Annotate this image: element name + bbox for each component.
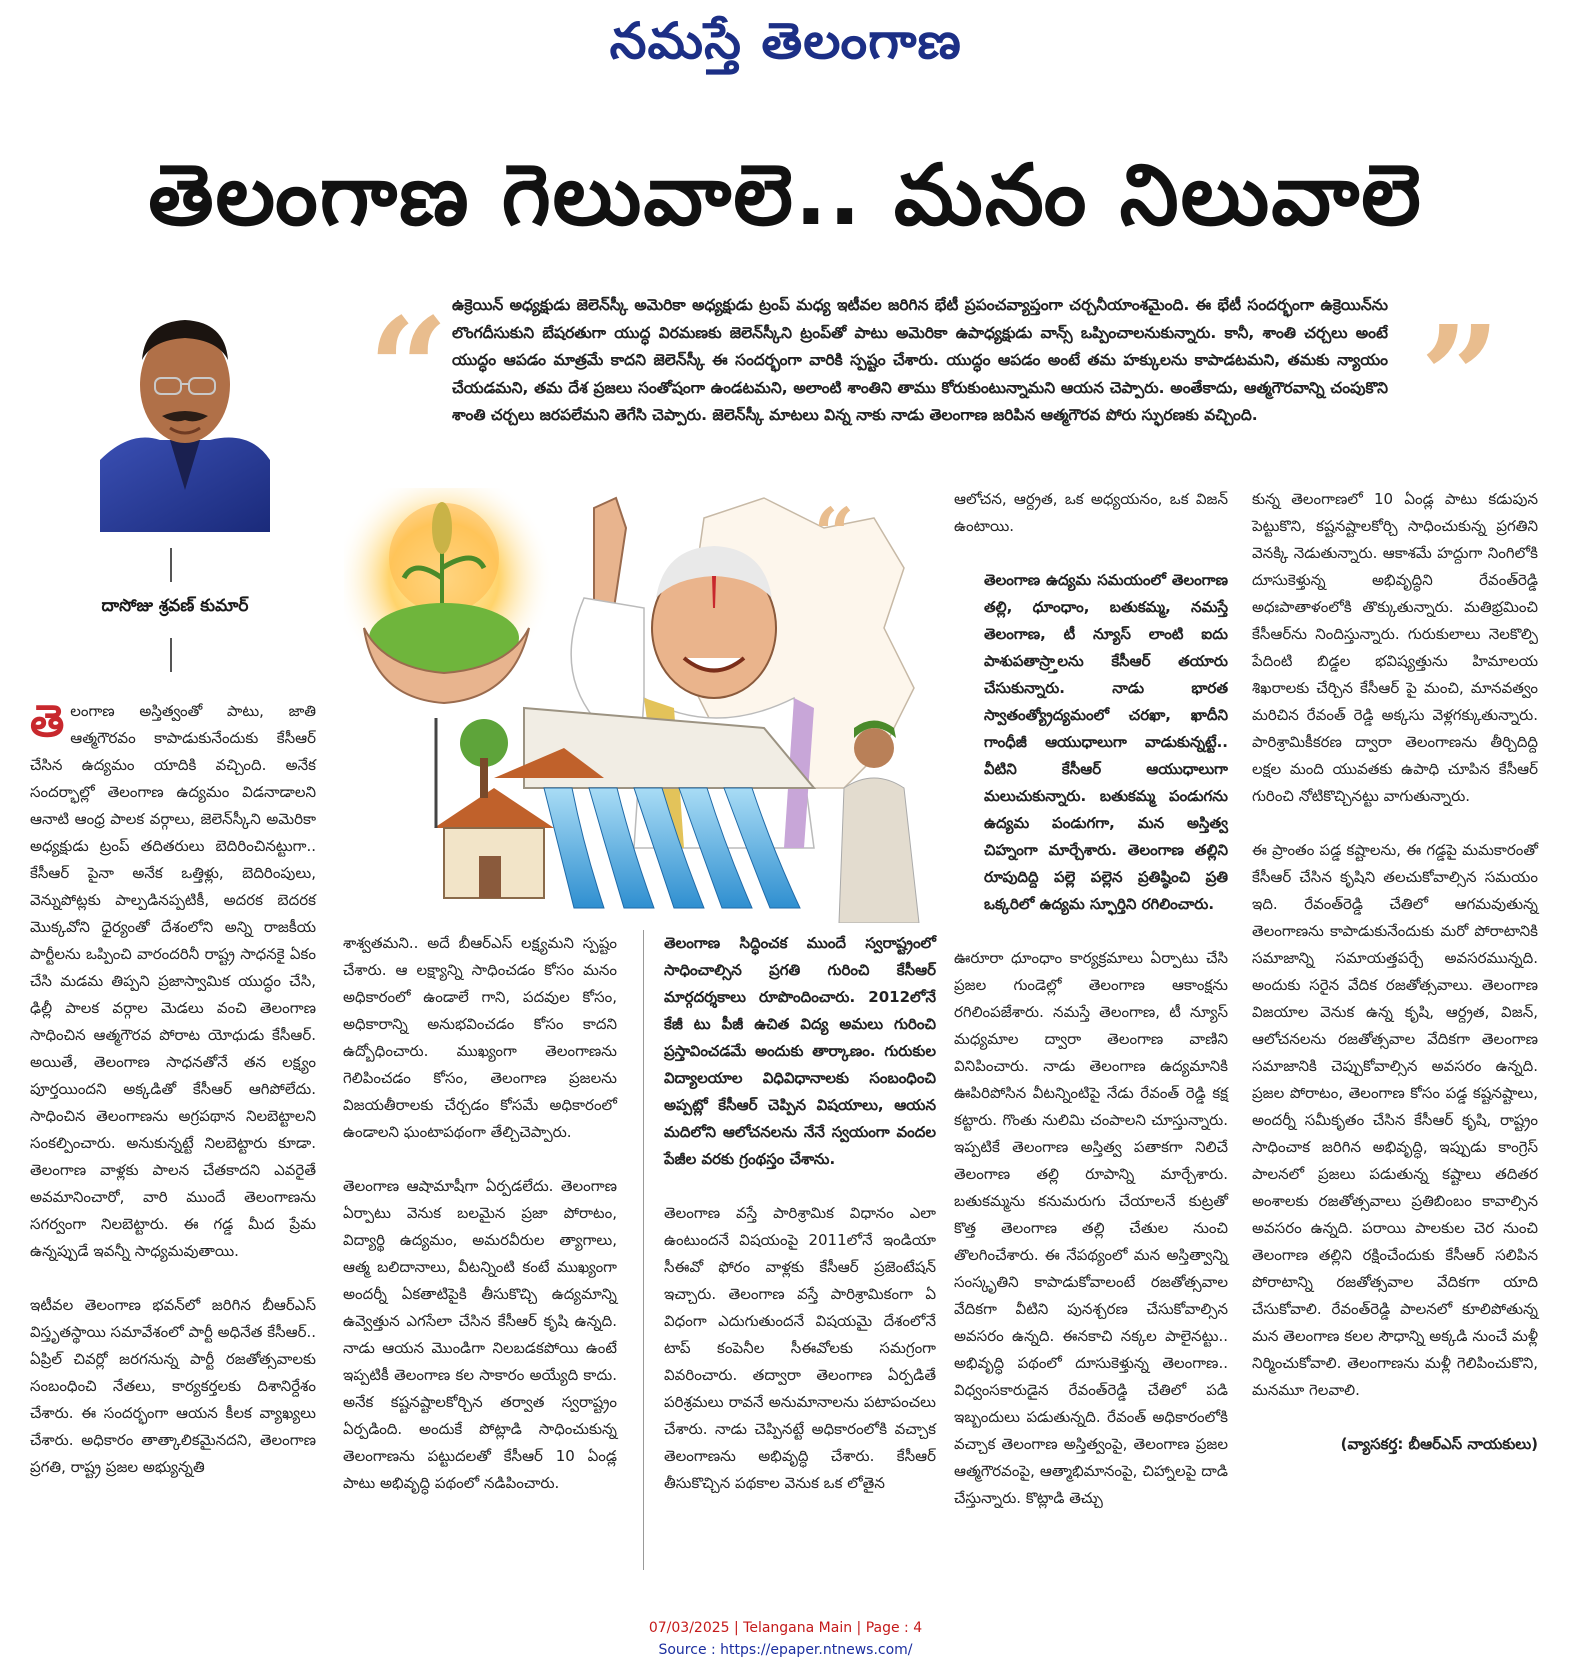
paragraph: ఇటీవల తెలంగాణ భవన్‌లో జరిగిన బీఆర్‌ఎస్ విస్తృతస్థాయి సమావేశంలో పార్టీ అధినేత కేసీఆర్.. ఏప్రిల్ చివర్లో జరగనున్న పార్టీ రజతోత్సవాలకు సంబంధించి నేతలు, కార్యకర్తలకు దిశానిర్దేశం చేశారు. ఈ సందర్భంగా ఆయన కీలక వ్యాఖ్యలు చేశారు. అధికారం తాత్కాలికమైనదని, తెలంగాణ ప్రగతి, రాష్ట్ర ప్రజల అభ్యున్నతి bbox=[30, 1296, 316, 1476]
article-column-1 bbox=[30, 698, 316, 1481]
svg-text:“: “ bbox=[814, 492, 855, 575]
article-column-4 bbox=[954, 486, 1228, 1512]
page-footer bbox=[0, 1617, 1571, 1661]
article-column-2 bbox=[343, 930, 617, 1497]
open-quote-icon: “ bbox=[368, 288, 449, 452]
highlight-paragraph: తెలంగాణ ఉద్యమ సమయంలో తెలంగాణ తల్లి, ధూంధాం, బతుకమ్మ, నమస్తే తెలంగాణ, టీ న్యూస్ లాంటి ఐదు పాశుపతాస్ర్తాలను కేసీఆర్ తయారు చేసుకున్నారు. నాడు భారత స్వాతంత్య్రోద్యమంలో చరఖా, ఖాదీని గాంధీజీ ఆయుధాలుగా వాడుకున్నట్టే.. వీటిని కేసీఆర్ ఆయుధాలుగా మలుచుకున్నారు. బతుకమ్మ పండుగను ఉద్యమ పండుగగా, మన అస్తిత్వ చిహ్నంగా మార్చేశారు. తెలంగాణ తల్లిని రూపుదిద్ది పల్లె పల్లెన ప్రతిష్ఠించి ప్రతి ఒక్కరిలో ఉద్యమ స్ఫూర్తిని రగిలించారు. bbox=[984, 571, 1228, 913]
author-photo bbox=[100, 300, 270, 532]
drop-cap: తె bbox=[30, 696, 65, 747]
masthead-title: నమస్తే తెలంగాణ bbox=[609, 11, 962, 70]
byline-divider bbox=[170, 548, 172, 582]
paragraph: తెలంగాణ ఆషామాషీగా ఏర్పడలేదు. తెలంగాణ ఏర్పాటు వెనుక బలమైన ప్రజా పోరాటం, విద్యార్థి ఉద్యమం, అమరవీరుల త్యాగాలు, ఆత్మ బలిదానాలు, వీటన్నింటి కంటే ముఖ్యంగా అందర్నీ ఏకతాటిపైకి తీసుకొచ్చి ఉద్యమాన్ని ఉవ్వెత్తున ఎగసేలా చేసిన కేసీఆర్ కృషి ఉన్నది. నాడు ఆయన మొండిగా నిలబడకపోయి ఉంటే ఇప్పటికీ తెలంగాణ కల సాకారం అయ్యేది కాదు. అనేక కష్టనష్టాలకోర్చిన తర్వాత స్వరాష్ట్రం ఏర్పడింది. అందుకే పోట్లాడి సాధించుకున్న తెలంగాణను పట్టుదలతో కేసీఆర్ 10 ఏండ్ల పాటు అభివృద్ధి పథంలో నడిపించారు. bbox=[343, 1177, 617, 1492]
paragraph: లంగాణ అస్తిత్వంతో పాటు, జాతి ఆత్మగౌరవం కాపాడుకునేందుకు కేసీఆర్ చేసిన ఉద్యమం యాదికి వచ్చింది. అనేక సందర్భాల్లో తెలంగాణ ఉద్యమం విడనాడాలని ఆనాటి ఆంధ్ర పాలక వర్గాలు, జెలెన్‌స్కీని అమెరికా అధ్యక్షుడు ట్రంప్ తదితరులు బెదిరించినట్టుగా.. కేసీఆర్ పైనా అనేక ఒత్తిళ్లు, బెదిరింపులు, వెన్నుపోట్లకు పాల్పడినప్పటికీ, అదరక బెదరక మొక్కవోని ధైర్యంతో దేశంలోని అన్ని రాజకీయ పార్టీలను ఒప్పించి వారందరినీ రాష్ట్ర సాధనకై ఏకం చేసి మడమ తిప్పని ప్రజాస్వామిక యుద్ధం చేసి, ఢిల్లీ పాలక వర్గాల మెడలు వంచి తెలంగాణ సాధించిన ఆత్మగౌరవ పోరాట యోధుడు కేసీఆర్. అయితే, తెలంగాణ సాధనతోనే తన లక్ష్యం పూర్తయిందని అక్కడితో కేసీఆర్ ఆగిపోలేదు. సాధించిన తెలంగాణను అగ్రపథాన నిలబెట్టాలని సంకల్పించారు. అనుకున్నట్టే నిలబెట్టారు కూడా. తెలంగాణ వాళ్లకు పాలన చేతకాదని ఎవరైతే అవమానించారో, వారి ముందే తెలంగాణను సగర్వంగా నిలబెట్టారు. ఈ గడ్డ మీద ప్రేమ ఉన్నప్పుడే ఇవన్నీ సాధ్యమవుతాయి. bbox=[30, 702, 316, 1260]
pull-quote: ఉక్రెయిన్ అధ్యక్షుడు జెలెన్‌స్కీ అమెరికా అధ్యక్షుడు ట్రంప్ మధ్య ఇటీవల జరిగిన భేటీ ప్రపంచవ్యాప్తంగా చర్చనీయాంశమైంది. ఈ భేటీ సందర్భంగా ఉక్రెయిన్‌ను లొంగదీసుకుని బేషరతుగా యుద్ధ విరమణకు జెలెన్‌స్కీని ట్రంప్‌తో పాటు అమెరికా ఉపాధ్యక్షుడు వాన్స్ ఒప్పించాలనుకున్నారు. కానీ, శాంతి చర్చలు అంటే యుద్ధం ఆపడం మాత్రమే కాదని జెలెన్‌స్కీ ఈ సందర్భంగా వారికి స్పష్టం చేశారు. యుద్ధం ఆపడం అంటే తమ హక్కులను కాపాడటమని, తమకు న్యాయం చేయడమని, తమ దేశ ప్రజలు సంతోషంగా ఉండటమని, అలాంటి శాంతిని తాము కోరుకుంటున్నామని ఆయన చెప్పారు. అంతేకాదు, ఆత్మగౌరవాన్ని చంపుకొని శాంతి చర్చలు జరపలేమని తెగేసి చెప్పారు. జెలెన్‌స్కీ మాటలు విన్న నాకు నాడు తెలంగాణ జరిపిన ఆత్మగౌరవ పోరు స్ఫురణకు వచ్చింది. bbox=[452, 296, 1388, 424]
headline bbox=[20, 140, 1551, 270]
masthead bbox=[0, 11, 1571, 80]
highlight-paragraph: తెలంగాణ సిద్ధించక ముందే స్వరాష్ట్రంలో సాధించాల్సిన ప్రగతి గురించి కేసీఆర్ మార్గదర్శకాలు రూపొందించారు. 2012లోనే కేజీ టు పీజీ ఉచిత విద్య అమలు గురించి ప్రస్తావించడమే అందుకు తార్కాణం. గురుకుల విద్యాలయాల విధివిధానాలకు సంబంధించి అప్పట్లో కేసీఆర్ చెప్పిన విషయాలు, ఆయన మదిలోని ఆలోచనలను నేనే స్వయంగా వందల పేజీల వరకు గ్రంథస్తం చేశాను. bbox=[664, 934, 936, 1168]
article-column-5 bbox=[1252, 486, 1538, 1458]
paragraph: ఊరూరా ధూంధాం కార్యక్రమాలు ఏర్పాటు చేసి ప్రజల గుండెల్లో తెలంగాణ ఆకాంక్షను రగిలింపజేశారు. నమస్తే తెలంగాణ, టీ న్యూస్ మధ్యమాల ద్వారా తెలంగాణ వాణిని వినిపించారు. నాడు తెలంగాణ ఉద్యమానికి ఊపిరిపోసిన వీటన్నింటిపై నేడు రేవంత్ రెడ్డి కక్ష కట్టారు. గొంతు నులిమి చంపాలని చూస్తున్నారు. ఇప్పటికే తెలంగాణ అస్తిత్వ పతాకగా నిలిచే తెలంగాణ తల్లి రూపాన్ని మార్చేశారు. బతుకమ్మను కనుమరుగు చేయాలనే కుట్రతో కొత్త తెలంగాణ తల్లి చేతుల నుంచి తొలగించేశారు. ఈ నేపథ్యంలో మన అస్తిత్వాన్ని సంస్కృతిని కాపాడుకోవాలంటే రజతోత్సవాల వేదికగా వీటిని పునశ్చరణ చేసుకోవాల్సిన అవసరం ఉన్నది. ఈనకాచి నక్కల పాలైనట్టు.. అభివృద్ధి పథంలో దూసుకెళ్తున్న తెలంగాణ.. విధ్వంసకారుడైన రేవంత్‌రెడ్డి చేతిలో పడి ఇబ్బందులు పడుతున్నది. రేవంత్ అధికారంలోకి వచ్చాక తెలంగాణ అస్తిత్వంపై, తెలంగాణ ప్రజల ఆత్మగౌరవంపై, ఆత్మాభిమానంపై, చిహ్నాలపై దాడి చేస్తున్నారు. కొట్లాడి తెచ్చు bbox=[954, 949, 1228, 1507]
paragraph: కున్న తెలంగాణలో 10 ఏండ్ల పాటు కడుపున పెట్టుకొని, కష్టనష్టాలకోర్చి సాధించుకున్న ప్రగతిని వెనక్కి నెడుతున్నారు. ఆకాశమే హద్దుగా నింగిలోకి దూసుకెళ్తున్న అభివృద్ధిని రేవంత్‌రెడ్డి అధఃపాతాళంలోకి తొక్కుతున్నారు. మతిభ్రమించి కేసీఆర్‌ను నిందిస్తున్నారు. గురుకులాలు నెలకొల్పి పేదింటి బిడ్డల భవిష్యత్తును హిమాలయ శిఖరాలకు చేర్చిన కేసీఆర్ పై మంచి, మానవత్వం మరిచిన రేవంత్ రెడ్డి అక్కసు వెళ్లగక్కుతున్నారు. పారిశ్రామికీకరణ ద్వారా తెలంగాణను తీర్చిదిద్ది లక్షల మంది యువతకు ఉపాధి చూపిన కేసీఆర్ గురించి నోటికొచ్చినట్టు వాగుతున్నారు. bbox=[1252, 490, 1538, 805]
edition-info: 07/03/2025 | Telangana Main | Page : 4 bbox=[648, 1620, 923, 1636]
headline-text: తెలంగాణ గెలువాలె.. మనం నిలువాలె bbox=[148, 145, 1423, 244]
source-link[interactable]: Source : https://epaper.ntnews.com/ bbox=[658, 1642, 913, 1658]
author-byline: దాసోజు శ్రవణ్ కుమార్ bbox=[101, 596, 249, 616]
paragraph: ఈ ప్రాంతం పడ్డ కష్టాలను, ఈ గడ్డపై మమకారంతో కేసీఆర్ చేసిన కృషిని తలచుకోవాల్సిన సమయం ఇది. రేవంత్‌రెడ్డి చేతిలో ఆగమవుతున్న తెలంగాణను కాపాడుకునేందుకు మరో పోరాటానికి సమాజాన్ని సమాయత్తపర్చే అవసరమున్నది. అందుకు సరైన వేదిక రజతోత్సవాలు. తెలంగాణ విజయాల వెనుక ఉన్న కృషి, ఆర్ద్రత, విజన్, ఆలోచనలను రజతోత్సవాల వేదికగా తెలంగాణ సమాజానికి చెప్పుకోవాల్సిన అవసరం ఉన్నది. ప్రజల పోరాటం, తెలంగాణ కోసం పడ్డ కష్టనష్టాలు, అందర్నీ సమీకృతం చేసిన కేసీఆర్ కృషి, రాష్ట్రం సాధించాక జరిగిన అభివృద్ధి, ఇప్పుడు కాంగ్రెస్ పాలనలో ప్రజలు పడుతున్న కష్టాలు తదితర అంశాలకు రజతోత్సవాలు ప్రతిబింబం కావాల్సిన అవసరం ఉన్నది. పరాయి పాలకుల చెర నుంచి తెలంగాణ తల్లిని రక్షించేందుకు కేసీఆర్ సలిపిన పోరాటాన్ని రజతోత్సవాల వేదికగా యాది చేసుకోవాలి. రేవంత్‌రెడ్డి పాలనలో కూలిపోతున్న మన తెలంగాణ కలల సౌధాన్ని అక్కడి నుంచే మళ్లీ నిర్మించుకోవాలి. తెలంగాణను మళ్లీ గెలిపించుకొని, మనమూ గెలవాలి. bbox=[1252, 841, 1538, 1399]
paragraph: తెలంగాణ వస్తే పారిశ్రామిక విధానం ఎలా ఉంటుందనే విషయంపై 2011లోనే ఇండియా సీఈవో ఫోరం వాళ్లకు కేసీఆర్ ప్రజెంటేషన్ ఇచ్చారు. తెలంగాణ వస్తే పారిశ్రామికంగా ఏ విధంగా ఎదుగుతుందనే విషయమై దేశంలోనే టాప్ కంపెనీల సీఈవోలకు సమగ్రంగా వివరించారు. తద్వారా తెలంగాణ ఏర్పడితే పరిశ్రమలు రావనే అనుమానాలను పటాపంచలు చేశారు. నాడు చెప్పినట్టే అధికారంలోకి వచ్చాక తెలంగాణను అభివృద్ధి చేశారు. కేసీఆర్ తీసుకొచ్చిన పథకాల వెనుక ఒక లోతైన bbox=[664, 1204, 936, 1492]
author-note: (వ్యాసకర్త: బీఆర్‌ఎస్ నాయకులు) bbox=[1340, 1435, 1538, 1453]
column-rule bbox=[643, 930, 644, 1570]
paragraph: శాశ్వతమని.. అదే బీఆర్‌ఎస్ లక్ష్యమని స్పష్టం చేశారు. ఆ లక్ష్యాన్ని సాధించడం కోసం మనం అధికారంలో ఉండాలే గాని, పదవుల కోసం, అధికారాన్ని అనుభవించడం కోసం కాదని ఉద్బోధించారు. ముఖ్యంగా తెలంగాణను గెలిపించడం కోసం, తెలంగాణ ప్రజలను విజయతీరాలకు చేర్చడం కోసమే అధికారంలో ఉండాలని ఘంటాపథంగా తేల్చిచెప్పారు. bbox=[343, 934, 617, 1141]
close-quote-icon: ” bbox=[1420, 296, 1501, 460]
illustration-kcr-telangana bbox=[344, 488, 930, 923]
byline-divider bbox=[170, 638, 172, 672]
paragraph: ఆలోచన, ఆర్ద్రత, ఒక అధ్యయనం, ఒక విజన్ ఉంటాయి. bbox=[954, 490, 1228, 535]
article-column-3 bbox=[664, 930, 936, 1497]
